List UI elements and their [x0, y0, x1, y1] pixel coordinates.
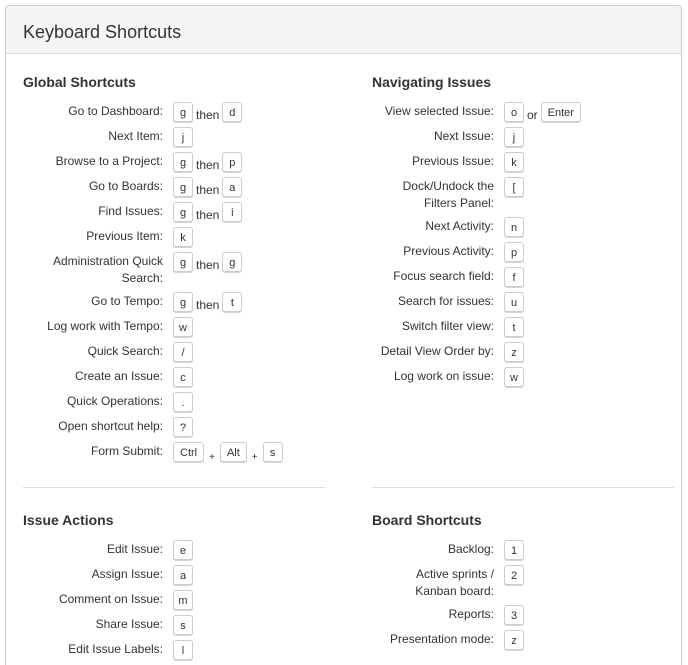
key: t [222, 292, 242, 312]
shortcut-keys [173, 227, 193, 247]
shortcut-label: Create an Issue: [74, 369, 163, 383]
shortcut-row-find-issues [23, 202, 242, 224]
shortcut-row-edit-issue-labels [23, 640, 193, 660]
key: i [222, 202, 242, 222]
shortcut-label: Edit Issue: [106, 542, 163, 556]
shortcut-label: Next Issue: [433, 129, 494, 143]
shortcut-label: Next Item: [108, 129, 163, 143]
shortcut-label: Browse to a Project: [55, 154, 163, 168]
board-shortcuts-section [372, 512, 682, 665]
key: a [173, 565, 193, 585]
then-separator: then [196, 158, 220, 172]
key: d [222, 102, 242, 122]
shortcut-row-previous-item [23, 227, 193, 247]
key: p [222, 152, 242, 172]
shortcut-keys [173, 590, 193, 610]
issue-actions-section [23, 512, 333, 665]
shortcut-row-focus-search-field [372, 267, 524, 287]
shortcut-row-detail-view-order [372, 342, 524, 362]
shortcut-row-open-shortcut-help [23, 417, 193, 437]
shortcut-label: Log work with Tempo: [47, 319, 163, 333]
key: g [173, 152, 193, 172]
key: o [504, 102, 524, 122]
shortcut-label: Previous Issue: [411, 154, 494, 168]
shortcut-label: Open shortcut help: [58, 419, 163, 433]
shortcut-keys [173, 202, 242, 224]
shortcut-keys [504, 152, 524, 172]
shortcut-row-browse-project [23, 152, 242, 174]
key: [ [504, 177, 524, 197]
shortcut-keys [504, 540, 524, 560]
section-title-board: Board Shortcuts [372, 512, 482, 528]
key: g [222, 252, 242, 272]
shortcut-label: Switch filter view: [401, 319, 494, 333]
shortcut-keys [173, 342, 193, 362]
keyboard-shortcuts-dialog [5, 5, 682, 665]
plus-separator: + [209, 452, 215, 463]
key: m [173, 590, 193, 610]
key: g [173, 177, 193, 197]
shortcut-row-assign-issue [23, 565, 193, 585]
dialog-header [6, 6, 681, 54]
shortcut-row-form-submit [23, 442, 283, 466]
shortcut-row-backlog [372, 540, 524, 560]
shortcut-keys [504, 605, 524, 625]
key: 1 [504, 540, 524, 560]
shortcut-keys [504, 367, 524, 387]
key: f [504, 267, 524, 287]
shortcut-label: Assign Issue: [91, 567, 163, 581]
shortcut-keys [504, 267, 524, 287]
key: w [504, 367, 524, 387]
shortcut-keys [173, 367, 193, 387]
shortcut-row-active-sprints [372, 565, 524, 600]
key: g [173, 252, 193, 272]
key: j [504, 127, 524, 147]
key: l [173, 640, 193, 660]
shortcut-row-go-to-dashboard [23, 102, 242, 124]
shortcut-row-go-to-boards [23, 177, 242, 199]
shortcut-label: Previous Activity: [403, 244, 494, 258]
shortcut-row-log-work-on-issue [372, 367, 524, 387]
dialog-title: Keyboard Shortcuts [23, 22, 182, 42]
shortcut-keys [504, 177, 524, 197]
shortcut-label: Form Submit: [90, 444, 163, 458]
shortcut-row-view-selected-issue [372, 102, 581, 124]
shortcut-keys [173, 102, 242, 124]
shortcut-label: Log work on issue: [393, 369, 494, 383]
shortcut-label: Quick Search: [87, 344, 163, 358]
shortcut-label: Go to Dashboard: [68, 104, 163, 118]
then-separator: then [196, 208, 220, 222]
shortcut-label: Backlog: [447, 542, 494, 556]
shortcut-label: Presentation mode: [389, 632, 494, 646]
key: k [173, 227, 193, 247]
key: Alt [220, 442, 247, 462]
shortcut-row-next-item [23, 127, 193, 147]
shortcut-row-presentation-mode [372, 630, 524, 650]
shortcut-keys [504, 565, 524, 585]
shortcut-keys [504, 292, 524, 312]
key: s [263, 442, 283, 462]
shortcut-keys [504, 342, 524, 362]
shortcut-row-quick-operations [23, 392, 193, 412]
shortcut-label: Edit Issue Labels: [68, 642, 163, 656]
shortcut-row-create-issue [23, 367, 193, 387]
shortcut-label: Quick Operations: [66, 394, 163, 408]
shortcut-label: Previous Item: [86, 229, 163, 243]
key: s [173, 615, 193, 635]
shortcut-row-previous-activity [372, 242, 524, 262]
key: e [173, 540, 193, 560]
shortcut-row-search-for-issues [372, 292, 524, 312]
shortcut-keys [173, 615, 193, 635]
shortcut-label: Administration Quick Search: [52, 254, 163, 285]
key: n [504, 217, 524, 237]
shortcut-keys [173, 417, 193, 437]
shortcut-label: Comment on Issue: [58, 592, 163, 606]
section-divider [23, 487, 325, 488]
navigating-issues-section [372, 74, 682, 394]
shortcut-row-reports [372, 605, 524, 625]
shortcut-row-switch-filter-view [372, 317, 524, 337]
key: z [504, 630, 524, 650]
plus-separator: + [251, 452, 258, 463]
shortcut-label: Next Activity: [425, 219, 494, 233]
key: g [173, 102, 193, 122]
shortcut-label: Share Issue: [95, 617, 163, 631]
shortcut-row-go-to-tempo [23, 292, 242, 314]
key: 3 [504, 605, 524, 625]
section-title-navigating: Navigating Issues [372, 74, 492, 90]
then-separator: then [196, 183, 220, 197]
then-separator: then [196, 108, 220, 122]
shortcut-row-admin-quick-search [23, 252, 242, 287]
section-title-issue-actions: Issue Actions [23, 512, 114, 528]
shortcut-row-edit-issue [23, 540, 193, 560]
key: w [173, 317, 193, 337]
shortcut-keys [504, 127, 524, 147]
shortcut-label: Go to Boards: [88, 179, 163, 193]
key: / [173, 342, 193, 362]
shortcut-label: Go to Tempo: [91, 294, 163, 308]
shortcut-keys [173, 177, 242, 199]
shortcut-keys [504, 102, 581, 124]
shortcut-row-next-issue [372, 127, 524, 147]
section-divider [372, 487, 674, 488]
shortcut-row-comment-on-issue [23, 590, 193, 610]
shortcut-label: Active sprints / Kanban board: [415, 567, 494, 598]
shortcut-label: View selected Issue: [384, 104, 494, 118]
shortcut-row-next-activity [372, 217, 524, 237]
shortcut-keys [173, 640, 193, 660]
shortcut-keys [173, 152, 242, 174]
key: c [173, 367, 193, 387]
shortcut-keys [173, 292, 242, 314]
key: p [504, 242, 524, 262]
key: z [504, 342, 524, 362]
shortcut-row-share-issue [23, 615, 193, 635]
shortcut-keys [504, 242, 524, 262]
shortcut-keys [173, 252, 242, 274]
shortcut-row-log-work-tempo [23, 317, 193, 337]
or-separator: or [527, 108, 538, 122]
shortcut-row-quick-search [23, 342, 193, 362]
key: ? [173, 417, 193, 437]
shortcut-keys [173, 392, 193, 412]
shortcut-row-previous-issue [372, 152, 524, 172]
key: Enter [541, 102, 581, 122]
then-separator: then [196, 258, 220, 272]
shortcut-row-dock-filters-panel [372, 177, 524, 212]
key: . [173, 392, 193, 412]
shortcut-keys [173, 565, 193, 585]
key: t [504, 317, 524, 337]
key: 2 [504, 565, 524, 585]
shortcut-label: Dock/Undock the Filters Panel: [402, 179, 494, 210]
global-shortcuts-section [23, 74, 333, 474]
shortcut-keys [504, 630, 524, 650]
shortcut-keys [173, 540, 193, 560]
key: u [504, 292, 524, 312]
key: Ctrl [173, 442, 204, 462]
key: g [173, 202, 193, 222]
shortcut-label: Search for issues: [397, 294, 494, 308]
shortcut-label: Find Issues: [98, 204, 163, 218]
shortcut-label: Detail View Order by: [380, 344, 494, 358]
then-separator: then [196, 298, 220, 312]
key: k [504, 152, 524, 172]
shortcut-keys [173, 127, 193, 147]
shortcut-keys [173, 317, 193, 337]
key: j [173, 127, 193, 147]
shortcut-label: Reports: [448, 607, 494, 621]
shortcut-keys [504, 217, 524, 237]
shortcut-keys [173, 442, 283, 466]
key: a [222, 177, 242, 197]
key: g [173, 292, 193, 312]
shortcut-keys [504, 317, 524, 337]
shortcut-label: Focus search field: [393, 269, 494, 283]
section-title-global: Global Shortcuts [23, 74, 136, 90]
